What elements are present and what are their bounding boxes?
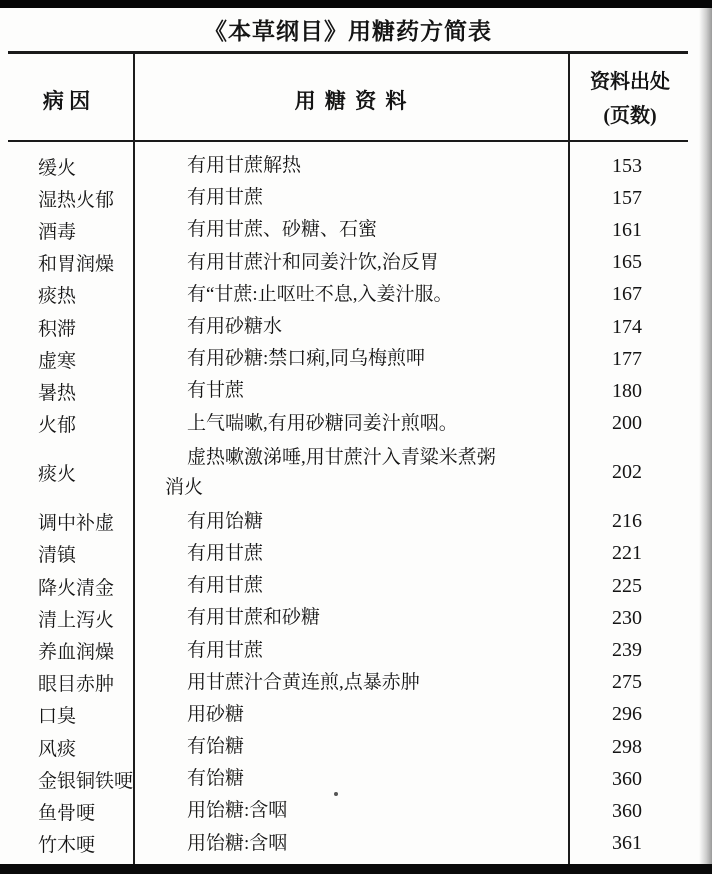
usage-line-1: 虚热嗽激涕唾,用甘蔗汁入青粱米煮粥: [187, 446, 496, 468]
cell-page-number: 161: [612, 218, 642, 241]
table-row: [0, 602, 692, 634]
cell-cause: 金银铜铁哽: [38, 770, 134, 792]
cell-page-number: 200: [612, 412, 642, 435]
cell-usage: [133, 183, 566, 213]
cell-page-number: 177: [612, 347, 642, 370]
table-row: [0, 311, 692, 343]
cell-page-number: 221: [612, 542, 642, 565]
cell-page-number: 165: [612, 251, 642, 274]
cell-cause: 虚寒: [38, 350, 77, 372]
table-row: [0, 408, 692, 440]
cell-cause: 积滞: [38, 318, 77, 340]
usage-line-1: 有用甘蔗: [187, 575, 264, 597]
cell-cause: 清镇: [38, 545, 77, 567]
table-row: [0, 763, 692, 795]
header-cause: 病 因: [42, 89, 91, 113]
usage-line-1: 有用饴糖: [187, 510, 264, 532]
usage-line-1: 有甘蔗: [187, 380, 245, 402]
header-source: 资料出处: [590, 71, 670, 93]
table-row: [0, 667, 692, 699]
cell-cause: 调中补虚: [38, 513, 115, 535]
cell-cause: 鱼骨哽: [38, 802, 96, 824]
cell-cause: 风痰: [38, 738, 77, 760]
usage-line-1: 有用甘蔗解热: [187, 155, 302, 177]
usage-line-1: 有饴糖: [187, 768, 245, 790]
usage-line-1: 用砂糖: [187, 703, 245, 725]
table-row: [0, 699, 692, 731]
cell-page-number: 275: [612, 671, 642, 694]
cell-usage: [133, 636, 566, 666]
cell-page-number: 361: [612, 832, 642, 855]
cell-page-number: 174: [612, 315, 642, 338]
table-row: [0, 214, 692, 246]
cell-page-number: 225: [612, 574, 642, 597]
usage-line-1: 有用砂糖水: [187, 316, 283, 338]
cell-cause: 湿热火郁: [38, 189, 115, 211]
cell-usage: [133, 215, 566, 245]
cell-cause: 清上泻火: [38, 609, 115, 631]
cell-cause: 和胃润燥: [38, 254, 115, 276]
cell-usage: [133, 668, 566, 698]
table-row: [0, 731, 692, 763]
cell-usage: [133, 796, 566, 826]
table-row: [0, 279, 692, 311]
cell-usage: [133, 700, 566, 730]
page-title: 《本草纲目》用糖药方简表: [204, 19, 492, 44]
table-row: [0, 634, 692, 666]
table-header-rule: [8, 140, 688, 142]
cell-page-number: 202: [612, 461, 642, 484]
cell-usage: [133, 376, 566, 406]
cell-usage: [133, 280, 566, 310]
table-row: [0, 570, 692, 602]
cell-page-number: 167: [612, 283, 642, 306]
scan-edge-bottom: [0, 864, 712, 874]
cell-page-number: 180: [612, 379, 642, 402]
table-row: [0, 440, 692, 506]
usage-line-1: 有用甘蔗: [187, 542, 264, 564]
usage-line-1: 用饴糖:含咽: [187, 800, 288, 822]
usage-line-1: 有用甘蔗、砂糖、石蜜: [187, 219, 378, 241]
cell-usage: [133, 312, 566, 342]
scan-edge-top: [0, 0, 712, 8]
cell-usage: [133, 151, 566, 181]
table-row: [0, 795, 692, 827]
cell-cause: 暑热: [38, 382, 77, 404]
cell-cause: 养血润燥: [38, 642, 115, 664]
cell-cause: 降火清金: [38, 577, 115, 599]
table-row: [0, 247, 692, 279]
cell-usage: [133, 732, 566, 762]
cell-page-number: 360: [612, 767, 642, 790]
cell-cause: 竹木哽: [38, 835, 96, 857]
usage-line-1: 用饴糖:含咽: [187, 832, 288, 854]
usage-line-2: 消火: [165, 476, 204, 498]
cell-usage: [133, 248, 566, 278]
cell-usage: [133, 764, 566, 794]
cell-page-number: 360: [612, 799, 642, 822]
cell-cause: 缓火: [38, 157, 77, 179]
cell-cause: 火郁: [38, 415, 77, 437]
table-row: [0, 506, 692, 538]
usage-line-1: 用甘蔗汁合黄连煎,点暴赤肿: [187, 671, 420, 693]
table-row: [0, 343, 692, 375]
cell-page-number: 157: [612, 186, 642, 209]
cell-cause: 痰火: [38, 464, 77, 486]
table-row: [0, 828, 692, 860]
cell-usage: [133, 443, 566, 503]
cell-cause: 酒毒: [38, 221, 77, 243]
usage-line-1: 上气喘嗽,有用砂糖同姜汁煎咽。: [187, 412, 458, 434]
table-row: [0, 538, 692, 570]
cell-usage: [133, 539, 566, 569]
cell-page-number: 230: [612, 606, 642, 629]
cell-usage: [133, 344, 566, 374]
table-top-rule: [8, 51, 688, 54]
cell-page-number: 216: [612, 510, 642, 533]
cell-cause: 痰热: [38, 286, 77, 308]
table-row: [0, 182, 692, 214]
cell-page-number: 298: [612, 735, 642, 758]
cell-page-number: 153: [612, 154, 642, 177]
header-page-number: (页数): [603, 105, 657, 127]
cell-page-number: 296: [612, 703, 642, 726]
cell-usage: [133, 829, 566, 859]
usage-line-1: 有“甘蔗:止呕吐不息,入姜汁服。: [187, 283, 453, 305]
usage-line-1: 有用甘蔗和砂糖: [187, 607, 321, 629]
usage-line-1: 有饴糖: [187, 736, 245, 758]
scan-edge-right: [699, 0, 712, 874]
usage-line-1: 有用甘蔗: [187, 187, 264, 209]
table-row: [0, 150, 692, 182]
scan-speck: [334, 792, 338, 796]
header-usage: 用 糖 资 料: [294, 89, 409, 113]
table-body: [0, 150, 692, 860]
usage-line-1: 有用砂糖:禁口痢,同乌梅煎呷: [187, 348, 426, 370]
cell-cause: 眼目赤肿: [38, 674, 115, 696]
usage-line-1: 有用甘蔗: [187, 639, 264, 661]
table-row: [0, 375, 692, 407]
usage-line-1: 有用甘蔗汁和同姜汁饮,治反胃: [187, 251, 439, 273]
cell-usage: [133, 507, 566, 537]
cell-usage: [133, 571, 566, 601]
cell-usage: [133, 603, 566, 633]
cell-cause: 口臭: [38, 706, 77, 728]
cell-usage: [133, 409, 566, 439]
cell-page-number: 239: [612, 639, 642, 662]
